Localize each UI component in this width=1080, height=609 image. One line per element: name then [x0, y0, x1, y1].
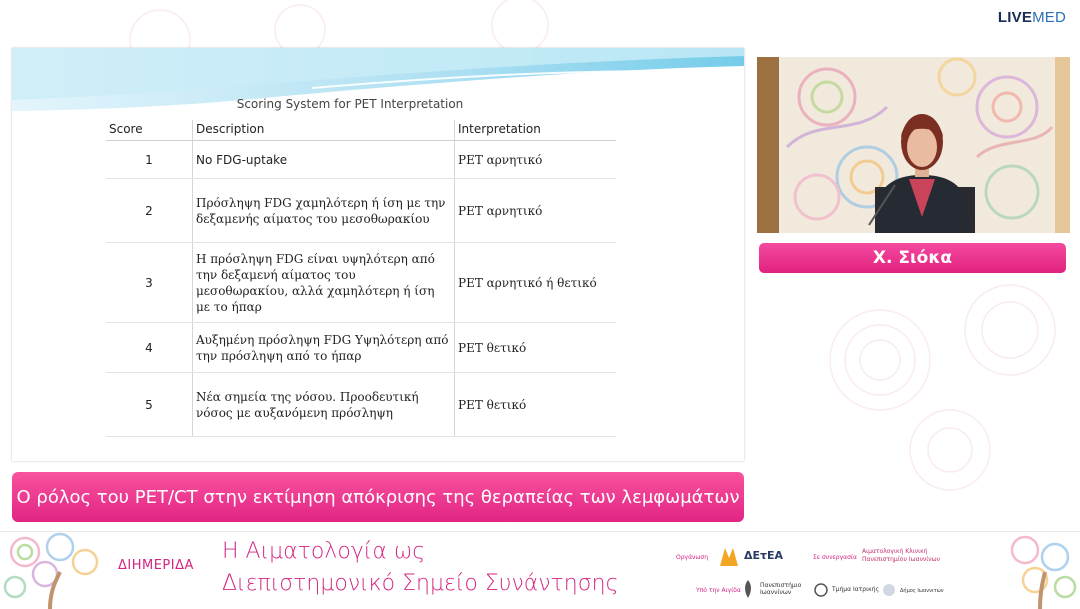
event-banner	[0, 531, 1080, 609]
score-cell: 1	[106, 141, 193, 179]
column-header-score: Score	[106, 120, 193, 141]
speaker-video	[757, 57, 1070, 233]
event-title-line2: Διεπιστημονικό Σημείο Συνάντησης	[222, 571, 619, 596]
interpretation-cell: PET θετικό	[455, 323, 617, 373]
auspices-label: Υπό την Αιγίδα	[696, 587, 741, 594]
municipality-logo-icon	[882, 583, 896, 597]
presentation-slide	[12, 48, 744, 461]
scoring-table	[106, 120, 616, 437]
tree-decoration-right	[1000, 532, 1080, 609]
score-cell: 4	[106, 323, 193, 373]
logo-med-text: MED	[1032, 9, 1066, 26]
table-row	[106, 141, 616, 179]
topic-title-bar: Ο ρόλος του PET/CT στην εκτίμηση απόκρισης της θεραπείας των λεμφωμάτων	[12, 472, 744, 522]
municipality-name: Δήμος Ιωαννιτών	[900, 588, 944, 594]
score-cell: 3	[106, 243, 193, 323]
interpretation-cell: PET αρνητικό ή θετικό	[455, 243, 617, 323]
slide-title: Scoring System for PET Interpretation	[236, 97, 464, 111]
column-header-description: Description	[193, 120, 455, 141]
table-row	[106, 323, 616, 373]
university-name: Πανεπιστήμιο Ιωαννίνων	[760, 582, 802, 596]
event-type-label: ΔΙΗΜΕΡΙΔΑ	[118, 558, 194, 573]
organizer-name: ΔΕτΕΑ	[744, 549, 784, 562]
university-logo-icon	[741, 579, 755, 599]
description-cell: Αυξημένη πρόσληψη FDG Υψηλότερη από την πρόσληψη από το ήπαρ	[193, 323, 455, 373]
description-cell: Η πρόσληψη FDG είναι υψηλότερη από την δεξαμενή αίματος του μεσοθωρακίου, αλλά χαμηλότερη ή ίση με το ήπαρ	[193, 243, 455, 323]
description-cell: No FDG-uptake	[193, 141, 455, 179]
speaker-image	[757, 57, 1070, 233]
organizer-label: Οργάνωση	[676, 554, 709, 561]
detea-logo-icon	[718, 546, 740, 568]
medical-school-logo-icon	[814, 583, 828, 597]
collaboration-label: Σε συνεργασία	[813, 554, 857, 561]
tree-decoration-left	[0, 532, 110, 609]
event-title-line1: Η Αιματολογία ως	[222, 539, 426, 564]
table-header-row	[106, 120, 616, 141]
logo-live-text: LIVE	[997, 9, 1033, 26]
interpretation-cell: PET θετικό	[455, 373, 617, 437]
table-row	[106, 243, 616, 323]
table-row	[106, 373, 616, 437]
interpretation-cell: PET αρνητικό	[455, 141, 617, 179]
collaborator-name: Αιματολογική Κλινική Πανεπιστημίου Ιωαννίνων	[862, 548, 941, 563]
speaker-name-bar: Χ. Σιόκα	[759, 243, 1066, 273]
livemed-logo	[998, 9, 1066, 26]
score-cell: 5	[106, 373, 193, 437]
interpretation-cell: PET αρνητικό	[455, 179, 617, 243]
column-header-interpretation: Interpretation	[455, 120, 617, 141]
score-cell: 2	[106, 179, 193, 243]
table-row	[106, 179, 616, 243]
description-cell: Πρόσληψη FDG χαμηλότερη ή ίση με την δεξαμενής αίματος του μεσοθωρακίου	[193, 179, 455, 243]
medical-school-name: Τμήμα Ιατρικής	[832, 586, 880, 593]
description-cell: Νέα σημεία της νόσου. Προοδευτική νόσος με αυξανόμενη πρόσληψη	[193, 373, 455, 437]
event-title	[222, 536, 619, 600]
